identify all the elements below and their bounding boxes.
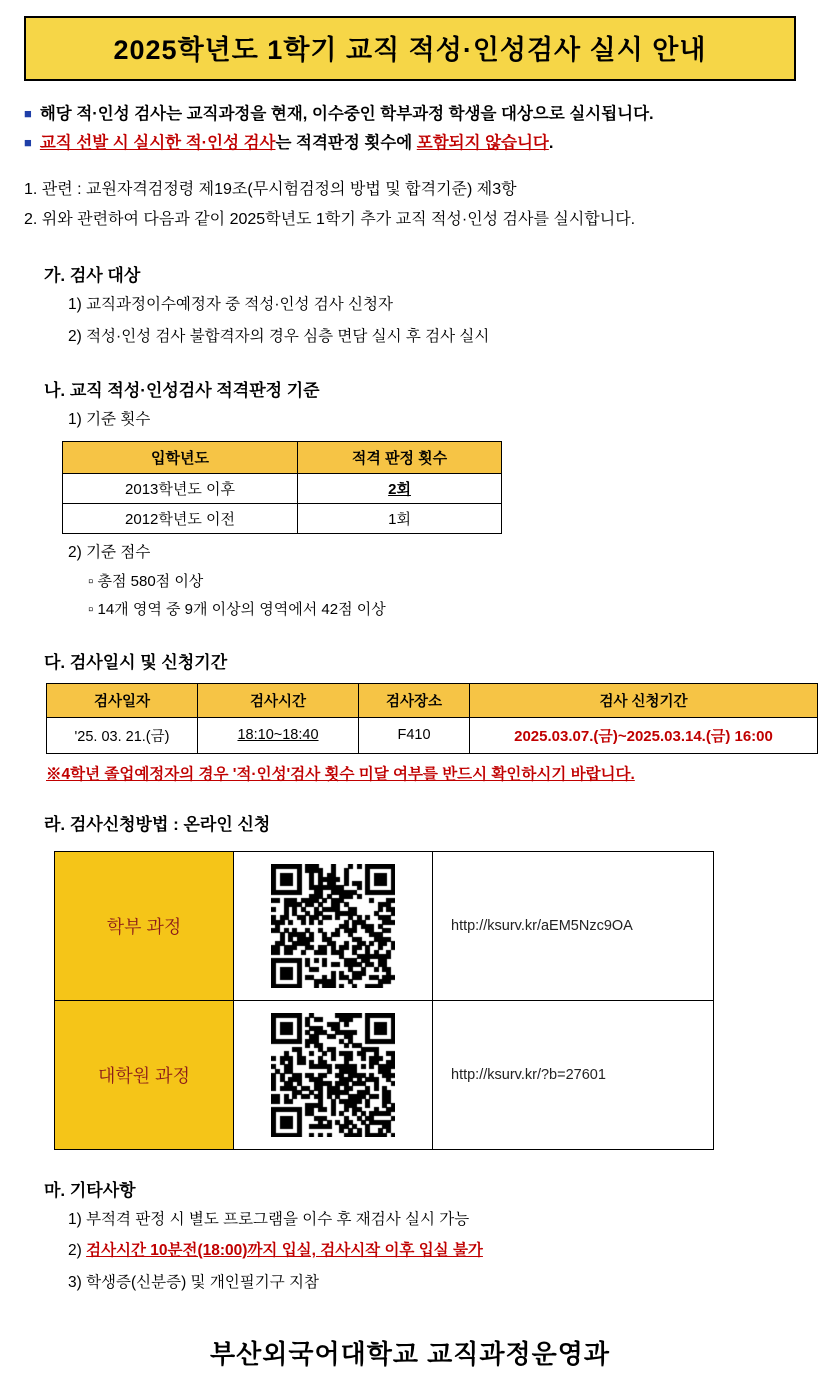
section-exam-target [24,261,796,350]
section-item: 2) 기준 점수 [68,543,151,561]
table-row [47,717,818,753]
cell-exam-time: 18:10~18:40 [198,717,359,753]
section-other-notes [24,1176,796,1296]
item-prefix: 2) [68,1242,87,1260]
section-heading: 가. 검사 대상 [44,266,141,286]
column-header-exam-place: 검사장소 [359,683,470,717]
square-bullet-icon: ■ [24,106,32,121]
numbered-item: 1. 관련 : 교원자격검정령 제19조(무시험검정의 방법 및 합격기준) 제3항 [24,180,517,198]
section-item [68,1239,796,1264]
section-item: 1) 교직과정이수예정자 중 적성·인성 검사 신청자 [68,296,393,314]
bullet-plain: . [548,134,554,153]
column-header-exam-time: 검사시간 [198,683,359,717]
bullet-text [40,132,554,154]
notice-bullets [24,103,796,155]
section-heading: 나. 교직 적성·인성검사 적격판정 기준 [44,380,320,400]
cell-admission-year: 2012학년도 이전 [63,503,298,533]
bullet-plain: 는 적격판정 횟수에 [275,134,417,153]
numbered-list [24,175,796,236]
footer-organization: 부산외국어대학교 교직과정운영과 [210,1338,610,1369]
item-emphasis: 검사시간 10분전(18:00)까지 입실, 검사시작 이후 입실 불가 [86,1242,483,1260]
section-schedule [24,648,796,784]
table-row [55,1000,714,1149]
qr-code-icon[interactable] [234,851,433,1000]
page-title: 2025학년도 1학기 교직 적성·인성검사 실시 안내 [113,35,707,65]
cell-apply-period: 2025.03.07.(금)~2025.03.14.(금) 16:00 [470,717,818,753]
schedule-table [46,683,818,754]
cell-pass-count: 1회 [298,503,502,533]
bullet-line [24,103,796,125]
table-header-row [47,683,818,717]
table-header-row [63,441,502,473]
page-title-banner [24,16,796,81]
qr-table [54,851,714,1150]
numbered-item: 2. 위와 관련하여 다음과 같이 2025학년도 1학기 추가 교직 적성·인성 검사를 실시합니다. [24,210,636,228]
section-heading: 마. 기타사항 [44,1180,136,1200]
qr-canvas [271,864,395,988]
table-row [63,473,502,503]
schedule-note: ※4학년 졸업예정자의 경우 '적·인성'검사 횟수 미달 여부를 반드시 확인하시기 바랍니다. [46,765,635,783]
bullet-line [24,132,796,154]
criteria-point: ▫ 총점 580점 이상 [88,572,204,590]
section-item: 3) 학생증(신분증) 및 개인필기구 지참 [68,1274,319,1292]
table-row [63,503,502,533]
section-application-method [24,810,796,1150]
bullet-emphasis: 포함되지 않습니다 [416,134,549,153]
section-heading: 라. 검사신청방법 : 온라인 신청 [44,814,271,834]
section-item: 1) 부적격 판정 시 별도 프로그램을 이수 후 재검사 실시 가능 [68,1210,470,1228]
table-row [55,851,714,1000]
bullet-emphasis: 교직 선발 시 실시한 적·인성 검사 [39,134,276,153]
section-item: 1) 기준 횟수 [68,410,151,428]
column-header-pass-count: 적격 판정 횟수 [298,441,502,473]
column-header-apply-period: 검사 신청기간 [470,683,818,717]
section-heading: 다. 검사일시 및 신청기간 [44,652,228,672]
column-header-admission-year: 입학년도 [63,441,298,473]
square-bullet-icon: ■ [24,135,32,151]
qr-label-graduate: 대학원 과정 [55,1000,234,1149]
qr-label-undergraduate: 학부 과정 [55,851,234,1000]
cell-admission-year: 2013학년도 이후 [63,473,298,503]
criteria-point: ▫ 14개 영역 중 9개 이상의 영역에서 42점 이상 [88,600,386,618]
cell-exam-date: '25. 03. 21.(금) [47,717,198,753]
bullet-text: 해당 적·인성 검사는 교직과정을 현재, 이수중인 학부과정 학생을 대상으로 실시됩니다. [39,105,654,123]
qr-url-undergraduate[interactable]: http://ksurv.kr/aEM5Nzc9OA [433,851,714,1000]
section-item: 2) 적성·인성 검사 불합격자의 경우 심층 면담 실시 후 검사 실시 [68,328,490,346]
qr-url-graduate[interactable]: http://ksurv.kr/?b=27601 [433,1000,714,1149]
cell-pass-count: 2회 [298,473,502,503]
qr-code-icon[interactable] [234,1000,433,1149]
cell-exam-place: F410 [359,717,470,753]
section-qualification-criteria [24,376,796,622]
qr-canvas [271,1013,395,1137]
criteria-count-table [62,441,502,534]
column-header-exam-date: 검사일자 [47,683,198,717]
